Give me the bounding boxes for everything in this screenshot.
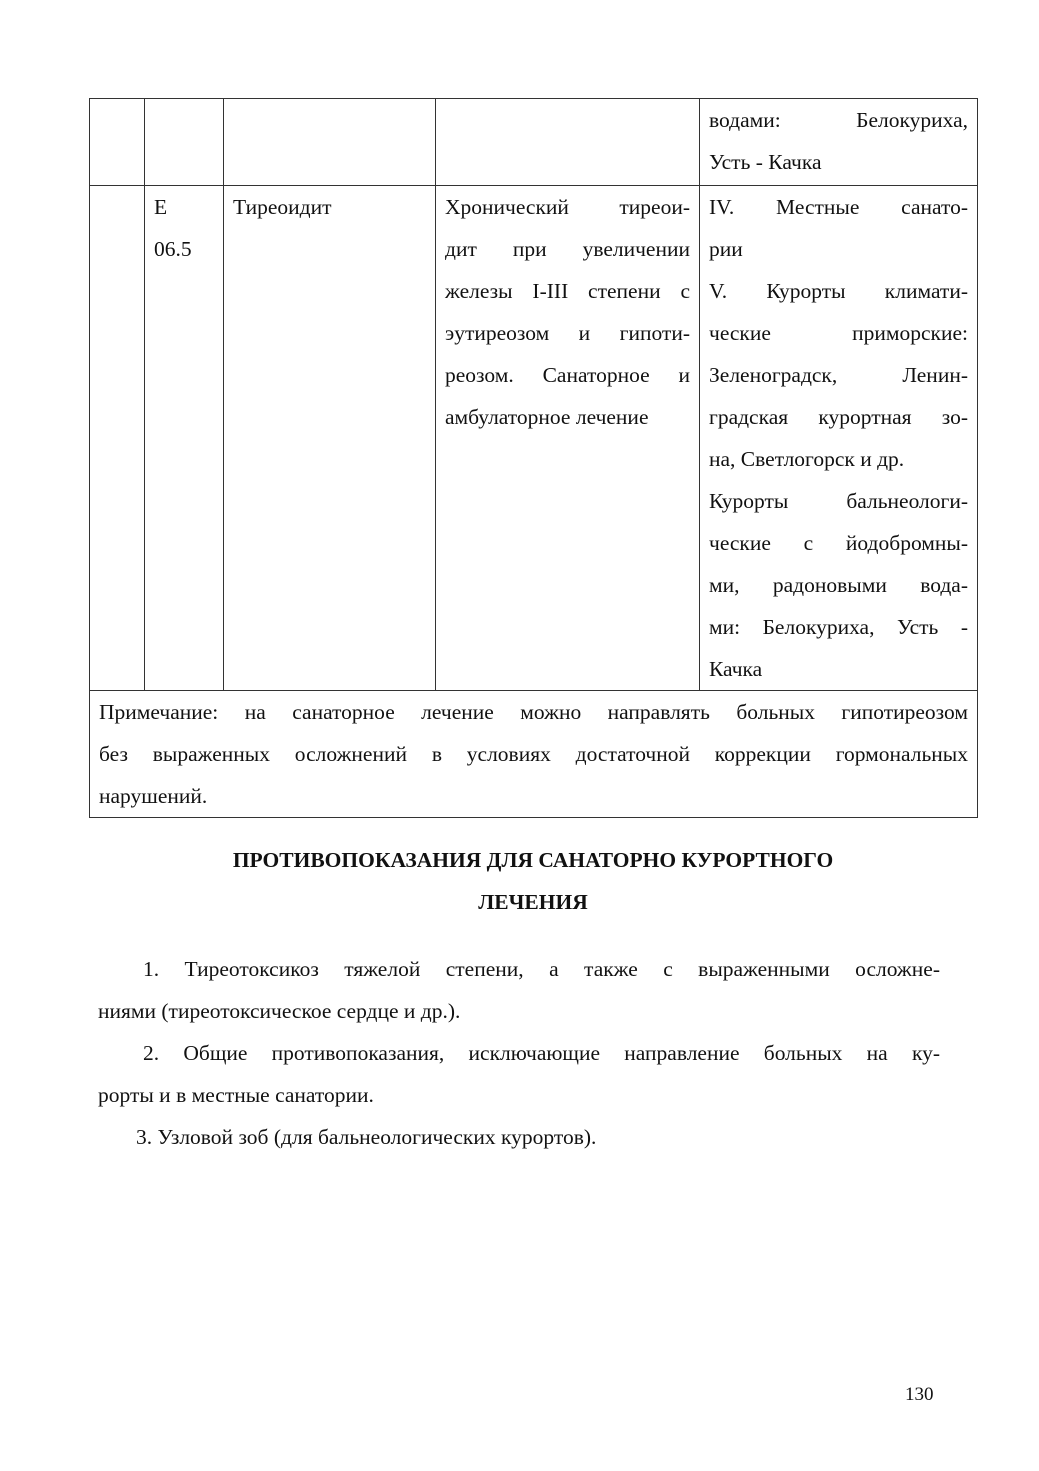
resorts-line: ческие приморские: [709, 321, 968, 345]
contraindication-line: 1. Тиреотоксикоз тяжелой степени, а также с выраженными осложне- [143, 957, 940, 981]
description-line: Хронический тиреои- [445, 195, 690, 219]
section-heading-line-1: ПРОТИВОПОКАЗАНИЯ ДЛЯ САНАТОРНО КУРОРТНОГО [232, 848, 834, 872]
resorts-line: V. Курорты климати- [709, 279, 968, 303]
contraindication-item-2 [98, 1032, 940, 1116]
resorts-continued-line: Усть - Качка [709, 150, 822, 174]
note-line: без выраженных осложнений в условиях достаточной коррекции гормональных [99, 742, 968, 766]
referral-table [89, 98, 978, 818]
page-number: 130 [905, 1384, 934, 1405]
table-row-continued [90, 99, 978, 186]
contraindication-item-1 [98, 948, 940, 1032]
cell-empty-1 [90, 99, 145, 186]
description-line: железы I-III степени с [445, 279, 690, 303]
resorts-line: ми, радоновыми вода- [709, 573, 968, 597]
contraindication-line: рорты и в местные санатории. [98, 1083, 374, 1107]
referral-table-container [89, 98, 977, 818]
section-heading-line-2: ЛЕЧЕНИЯ [478, 890, 588, 914]
resorts-line: Курорты бальнеологи- [709, 489, 968, 513]
note-line: нарушений. [99, 784, 208, 808]
resorts-continued-line: водами: Белокуриха, [709, 108, 968, 132]
resorts-line: IV. Местные санато- [709, 195, 968, 219]
table-row-thyroiditis [90, 186, 978, 691]
resorts-line: градская курортная зо- [709, 405, 968, 429]
cell-empty-4 [436, 99, 700, 186]
cell-empty-3 [224, 99, 436, 186]
table-row-note [90, 691, 978, 818]
contraindication-line: 2. Общие противопоказания, исключающие направление больных на ку- [143, 1041, 940, 1065]
icd-code-line: 06.5 [154, 237, 192, 261]
description-line: дит при увеличении [445, 237, 690, 261]
contraindication-line: ниями (тиреотоксическое сердце и др.). [98, 999, 461, 1023]
resorts-line: ческие с йодобромны- [709, 531, 968, 555]
description-line: амбулаторное лечение [445, 405, 649, 429]
cell-resorts [700, 186, 978, 691]
note-line: Примечание: на санаторное лечение можно направлять больных гипотиреозом [99, 700, 968, 724]
cell-description [436, 186, 700, 691]
contraindication-line: 3. Узловой зоб (для бальнеологических курортов). [136, 1125, 597, 1149]
cell-diagnosis-name [224, 186, 436, 691]
diagnosis-name: Тиреоидит [233, 195, 332, 219]
resorts-line: Качка [709, 657, 763, 681]
description-line: эутиреозом и гипоти- [445, 321, 690, 345]
cell-note [90, 691, 978, 818]
resorts-line: рии [709, 237, 743, 261]
cell-empty-2 [145, 99, 224, 186]
resorts-line: Зеленоградск, Ленин- [709, 363, 968, 387]
resorts-line: на, Светлогорск и др. [709, 447, 905, 471]
contraindication-item-3 [98, 1116, 940, 1158]
description-line: реозом. Санаторное и [445, 363, 690, 387]
cell-icd-code [145, 186, 224, 691]
cell-resorts-continued [700, 99, 978, 186]
icd-code-line: Е [154, 195, 168, 219]
resorts-line: ми: Белокуриха, Усть - [709, 615, 968, 639]
cell-empty-5 [90, 186, 145, 691]
